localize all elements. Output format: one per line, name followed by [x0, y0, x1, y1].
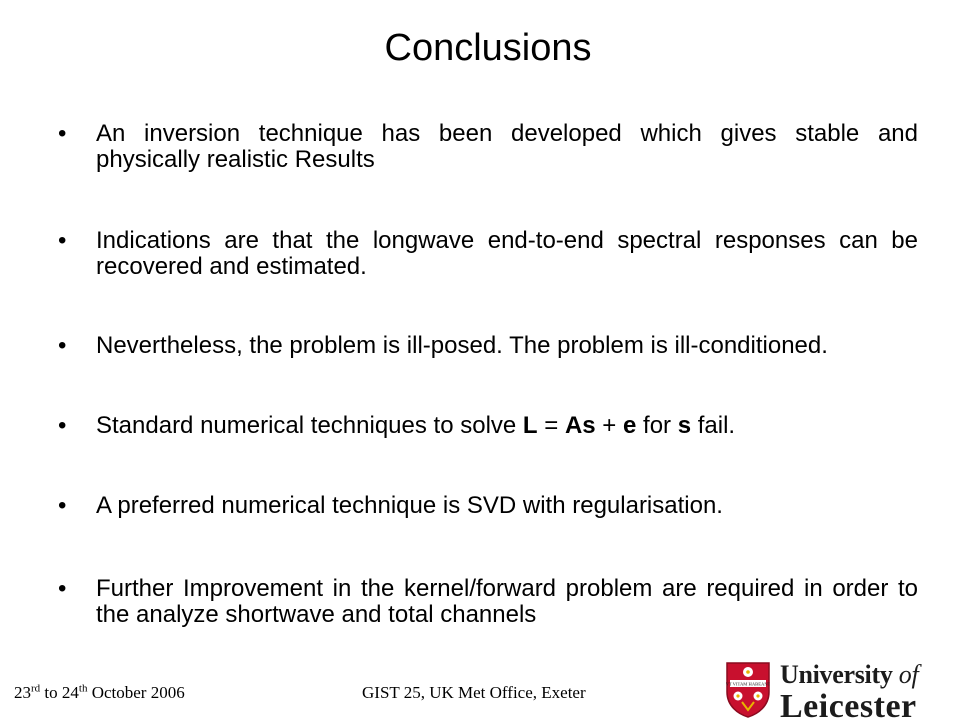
bullet-item: [58, 493, 918, 519]
bullet-item: [58, 576, 918, 628]
bullet-text-equation: [96, 413, 918, 439]
footer-venue: GIST 25, UK Met Office, Exeter: [362, 683, 586, 702]
bullet-marker: •: [58, 227, 67, 254]
bullet-marker: •: [58, 332, 67, 359]
bullet-text: An inversion technique has been developed which gives stable and physically realistic Results: [96, 120, 918, 173]
equation-suffix: fail.: [691, 412, 736, 439]
bullet-text: Further Improvement in the kernel/forward problem are required in order to the analyze shortwave and total channels: [96, 575, 918, 628]
equation-var-l: L: [522, 412, 538, 439]
bullet-marker: •: [58, 120, 67, 147]
bullet-text: Indications are that the longwave end-to-end spectral responses can be recovered and estimated.: [96, 227, 918, 280]
bullet-marker: •: [58, 492, 67, 519]
bullet-item: [58, 333, 918, 359]
shield-crest-icon: [726, 662, 770, 718]
equation-var-s: s: [677, 412, 692, 439]
bullet-marker: •: [58, 412, 67, 439]
university-logo: [726, 660, 956, 725]
equation-var-e: e: [623, 412, 637, 439]
equation-var-as: As: [564, 412, 596, 439]
logo-leicester: Leicester: [780, 688, 917, 725]
page-title: Conclusions: [384, 27, 592, 69]
logo-university: University: [780, 660, 893, 689]
svg-text:VT VITAM HABEANT: VT VITAM HABEANT: [726, 681, 770, 687]
bullet-item: [58, 228, 918, 280]
equation-prefix: Standard numerical techniques to solve: [96, 412, 523, 439]
bullet-item: [58, 121, 918, 173]
equation-for: for: [636, 412, 678, 439]
bullet-text: A preferred numerical technique is SVD with regularisation.: [96, 492, 723, 519]
logo-of: of: [898, 660, 919, 689]
equation-equals: =: [537, 412, 565, 439]
bullet-marker: •: [58, 575, 67, 602]
bullet-text: Nevertheless, the problem is ill-posed. The problem is ill-conditioned.: [96, 332, 828, 359]
equation-plus: +: [595, 412, 623, 439]
bullet-item: [58, 413, 918, 439]
footer-date: 23rd to 24th October 2006: [14, 682, 185, 702]
logo-wordmark: [780, 660, 956, 724]
